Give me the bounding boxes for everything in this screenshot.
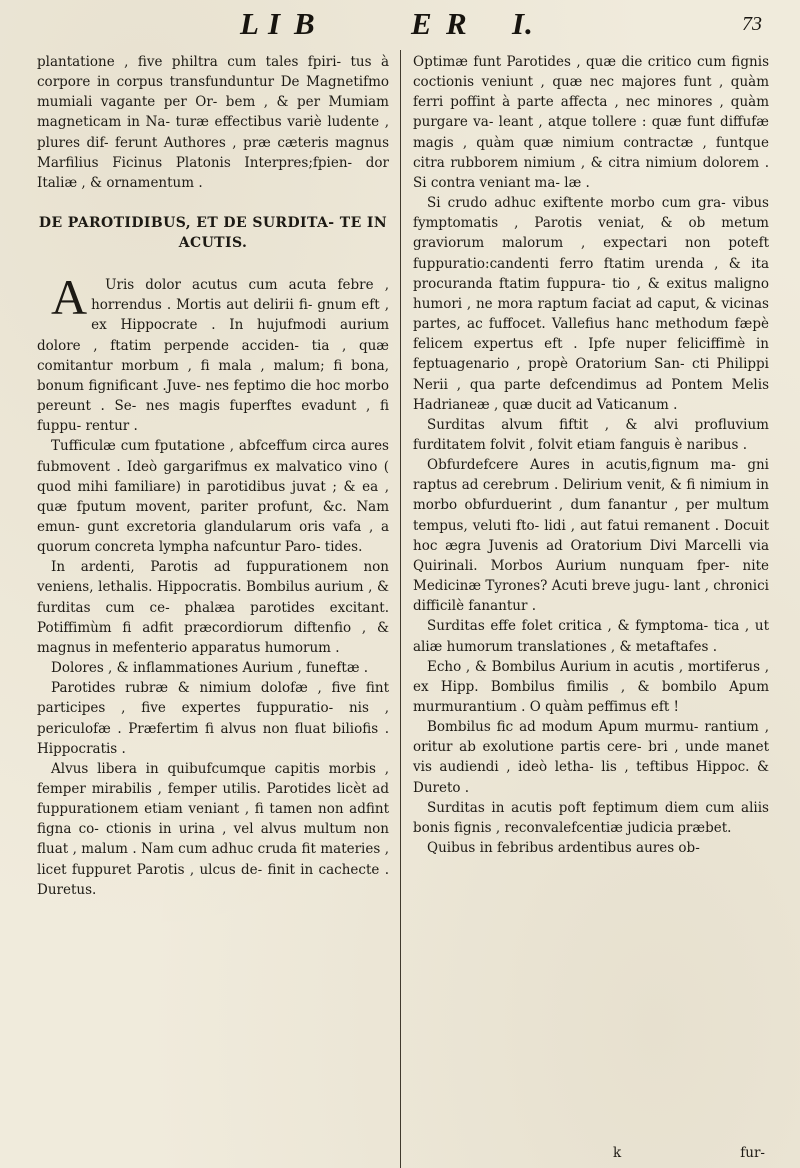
paragraph: Dolores , & inflammationes Aurium , funeftæ . bbox=[51, 660, 369, 677]
paragraph: Quibus in febribus ardentibus aures ob- bbox=[427, 840, 700, 857]
section-heading: DE PAROTIDIBUS, ET DE SURDITA- TE IN ACUTIS. bbox=[38, 215, 388, 252]
signature-mark: k bbox=[613, 1145, 622, 1161]
paragraph: Echo , & Bombilus Aurium in acutis , mortiferus , ex Hipp. Bombilus fimilis , & bombilo Apum murmurantium . O quàm peffimus eft ! bbox=[413, 658, 769, 715]
left-column bbox=[37, 52, 389, 900]
running-head-letter: I bbox=[268, 6, 282, 41]
paragraph: Surditas in acutis poft feptimum diem cum aliis bonis fignis , reconvalefcentiæ judicia præbet. bbox=[413, 799, 769, 836]
paragraph: Tufficulæ cum fputatione , abfceffum circa aures fubmovent . Ideò gargarifmus ex malvatico vino ( quod mihi familiare) in parotidibus juvat ; & ea , quæ fputum movent, pariter profunt, &c. Nam emun- gunt excretoria glandularum oris vafa , a quorum concreta lympha nafcuntur Paro- tides. bbox=[37, 438, 389, 556]
drop-cap: A bbox=[51, 269, 88, 326]
paragraph: Parotides rubræ & nimium dolofæ , five fint participes , five expertes fuppuratio- nis , periculofæ . Præfertim fi alvus non fluat biliofis . Hippocratis . bbox=[37, 680, 389, 757]
paragraph: In ardenti, Parotis ad fuppurationem non veniens, lethalis. Hippocratis. Bombilus aurium , & furditas cum ce- phalæa parotides excitant. Potiffimùm fi adfit præcordiorum diftenfio , & magnus in mefenterio apparatus humorum . bbox=[37, 559, 389, 656]
paragraph: Alvus libera in quibufcumque capitis morbis , femper mirabilis , femper utilis. Parotides licèt ad fuppurationem etiam veniant , fi tamen non adfint figna co- ctionis in urina , vel alvus multum non fluat , malum . Nam cum adhuc cruda fit materies , licet fuppuret Parotis , ulcus de- finit in cachecte . Duretus. bbox=[37, 760, 389, 898]
paragraph: plantatione , five philtra cum tales fpiri- tus à corpore in corpus transfunduntur De Magnetifmo mumiali vagante per Or- bem , & per Mumiam magneticam in Na- turæ effectibus variè ludente , plures dif- ferunt Authores , præ cæteris magnus Marfilius Ficinus Platonis Interpres;fpien- dor Italiæ , & ornamentum . bbox=[37, 54, 389, 191]
paragraph: Obfurdefcere Aures in acutis,fignum ma- gni raptus ad cerebrum . Delirium venit, & fi nimium in morbo obfurduerint , dum fanantur , per multum tempus, veluti fto- lidi , aut fatui remanent . Docuit hoc ægra Juvenis ad Oratorium Divi Marcelli via Quirinali. Morbos Aurium nunquam fper- nite Medicinæ Tyrones? Acuti breve jugu- lant , chronici difficilè fanantur . bbox=[413, 457, 769, 615]
page-number: 73 bbox=[742, 13, 762, 35]
running-head-letter: L bbox=[240, 6, 260, 41]
running-head-letter: I. bbox=[512, 6, 534, 41]
catchword: fur- bbox=[740, 1145, 765, 1161]
paragraph: Si crudo adhuc exiftente morbo cum gra- vibus fymptomatis , Parotis veniat, & ob metum graviorum malorum , expectari non poteft fuppuratio:candenti ferro ftatim urenda , & ita procuranda ftatim fuppura- tio , & exitus maligno humori , ne mora raptum faciat ad caput, & vicinas partes, ac fuffocet. Vallefius hanc methodum fæpè felicem expertus eft . Ipfe nuper feliciffimè in feptuagenario , propè Oratorium San- cti Philippi Nerii , qua parte defcendimus ad Pontem Melis Hadrianeæ , quæ ducit ad Vaticanum . bbox=[413, 195, 769, 413]
running-head-letter: B bbox=[294, 6, 316, 41]
paragraph: Optimæ funt Parotides , quæ die critico cum fignis coctionis veniunt , quæ nec majores funt , quàm ferri poffint à parte affecta , nec minores , quàm purgare va- leant , atque tollere : quæ funt diffufæ magis , quàm quæ nimium contractæ , funtque citra rubborem nimium , & citra nimium dolorem . Si contra veniant ma- læ . bbox=[413, 54, 769, 191]
running-head bbox=[0, 0, 800, 50]
paragraph: Surditas alvum fiftit , & alvi profluvium furditatem folvit , folvit etiam fanguis è naribus . bbox=[413, 416, 769, 453]
column-divider bbox=[400, 50, 401, 1168]
right-column bbox=[413, 52, 769, 858]
paragraph: Surditas effe folet critica , & fymptoma- tica , ut aliæ humorum translationes , & metaftafes . bbox=[413, 618, 769, 655]
running-head-letter: R bbox=[446, 6, 468, 41]
running-head-letter: E bbox=[411, 6, 433, 41]
dropcap-paragraph-text: Uris dolor acutus cum acuta febre , horrendus . Mortis aut delirii fi- gnum eft , ex Hippocrate . In hujufmodi aurium dolore , ftatim perpende acciden- tia , quæ comitantur morbum , fi mala , malum; fi bona, bonum fignificant .Juve- nes feptimo die hoc morbo pereunt . Se- nes magis fuperftes evadunt , fi fuppu- rentur . bbox=[37, 277, 389, 435]
dropcap-paragraph bbox=[37, 269, 389, 436]
paragraph: Bombilus fic ad modum Apum murmu- rantium , oritur ab exolutione partis cere- bri , unde manet vis audiendi , ideò letha- lis , teftibus Hippoc. & Dureto . bbox=[413, 719, 769, 796]
page-footer bbox=[413, 1145, 769, 1165]
